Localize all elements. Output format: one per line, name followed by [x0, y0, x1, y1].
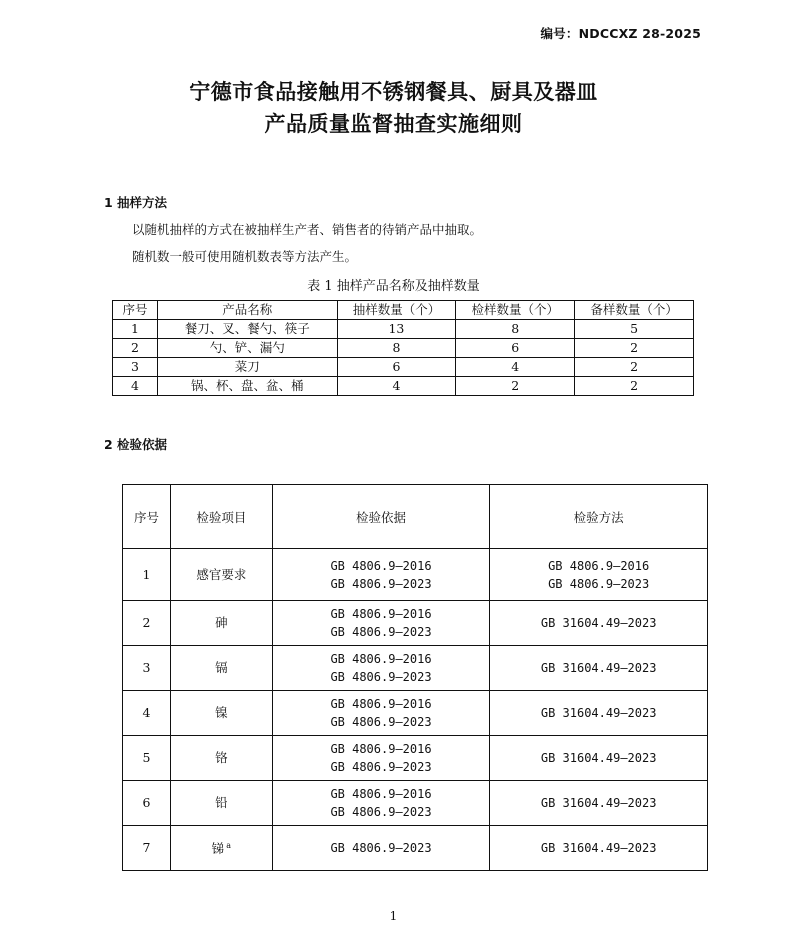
basis-standard: GB 4806.9—2016 — [330, 697, 432, 711]
cell-no: 2 — [123, 601, 171, 646]
cell-no: 3 — [123, 646, 171, 691]
inspection-basis-table — [122, 484, 708, 871]
cell-method — [490, 549, 708, 601]
item-name: 铬 — [215, 750, 228, 765]
basis-standard: GB 4806.9—2023 — [330, 670, 432, 684]
basis-standard: GB 4806.9—2023 — [330, 715, 432, 729]
table-row — [123, 549, 708, 601]
header-cell-no: 序号 — [123, 485, 171, 549]
cell-no: 1 — [123, 549, 171, 601]
header-cell-basis: 检验依据 — [272, 485, 490, 549]
cell-method — [490, 736, 708, 781]
table-header-row — [113, 301, 694, 320]
cell-method — [490, 601, 708, 646]
cell-no: 1 — [113, 320, 158, 339]
table-1-caption: 表 1 抽样产品名称及抽样数量 — [307, 279, 480, 294]
header-cell-reserve-qty: 备样数量（个） — [575, 301, 694, 320]
header-cell-product: 产品名称 — [157, 301, 337, 320]
section-1-paragraph-1: 以随机抽样的方式在被抽样生产者、销售者的待销产品中抽取。 — [132, 222, 483, 237]
cell-product: 餐刀、叉、餐勺、筷子 — [157, 320, 337, 339]
cell-test-qty: 4 — [456, 358, 575, 377]
method-standard: GB 31604.49—2023 — [540, 661, 657, 675]
cell-no: 6 — [123, 781, 171, 826]
cell-product: 菜刀 — [157, 358, 337, 377]
cell-sample-qty: 13 — [337, 320, 456, 339]
cell-basis — [272, 781, 490, 826]
cell-item — [170, 646, 272, 691]
cell-item — [170, 549, 272, 601]
cell-no: 7 — [123, 826, 171, 871]
cell-item — [170, 601, 272, 646]
header-cell-test-qty: 检样数量（个） — [456, 301, 575, 320]
method-standard: GB 31604.49—2023 — [540, 616, 657, 630]
method-standard: GB 31604.49—2023 — [540, 706, 657, 720]
table-row — [123, 826, 708, 871]
cell-no: 4 — [123, 691, 171, 736]
header-cell-item: 检验项目 — [170, 485, 272, 549]
method-standard: GB 31604.49—2023 — [540, 796, 657, 810]
item-name: 铅 — [215, 795, 228, 810]
cell-sample-qty: 4 — [337, 377, 456, 396]
section-2-heading: 2 检验依据 — [104, 437, 168, 452]
cell-no: 4 — [113, 377, 158, 396]
cell-basis — [272, 646, 490, 691]
cell-no: 5 — [123, 736, 171, 781]
cell-method — [490, 826, 708, 871]
header-cell-no: 序号 — [113, 301, 158, 320]
cell-no: 2 — [113, 339, 158, 358]
table-row — [123, 601, 708, 646]
item-name: 锑 — [211, 841, 225, 857]
cell-test-qty: 2 — [456, 377, 575, 396]
basis-standard: GB 4806.9—2023 — [330, 625, 432, 639]
item-name: 镉 — [215, 660, 228, 675]
document-title-line-2: 产品质量监督抽查实施细则 — [264, 111, 523, 136]
cell-product: 勺、铲、漏勺 — [157, 339, 337, 358]
cell-item — [170, 691, 272, 736]
cell-basis — [272, 549, 490, 601]
cell-product: 锅、杯、盘、盆、桶 — [157, 377, 337, 396]
table-row — [123, 646, 708, 691]
cell-method — [490, 781, 708, 826]
basis-standard: GB 4806.9—2016 — [330, 607, 432, 621]
basis-standard: GB 4806.9—2016 — [330, 652, 432, 666]
cell-basis — [272, 826, 490, 871]
sampling-quantity-table — [112, 300, 694, 396]
basis-standard: GB 4806.9—2016 — [330, 787, 432, 801]
header-cell-method: 检验方法 — [490, 485, 708, 549]
item-name: 感官要求 — [196, 566, 247, 582]
cell-method — [490, 646, 708, 691]
table-row — [113, 358, 694, 377]
document-number: 编号：NDCCXZ 28-2025 — [540, 26, 701, 41]
document-title-line-1: 宁德市食品接触用不锈钢餐具、厨具及器皿 — [189, 79, 598, 104]
cell-item — [170, 781, 272, 826]
cell-no: 3 — [113, 358, 158, 377]
header-cell-sample-qty: 抽样数量（个） — [337, 301, 456, 320]
page-number: 1 — [389, 909, 398, 923]
method-standard: GB 4806.9—2023 — [548, 576, 650, 591]
table-row — [113, 377, 694, 396]
cell-reserve-qty: 2 — [575, 358, 694, 377]
cell-item — [170, 736, 272, 781]
cell-reserve-qty: 5 — [575, 320, 694, 339]
basis-standard: GB 4806.9—2016 — [330, 742, 432, 756]
method-standard: GB 31604.49—2023 — [540, 841, 657, 855]
basis-standard: GB 4806.9—2023 — [330, 760, 432, 774]
table-row — [113, 320, 694, 339]
table-row — [123, 736, 708, 781]
cell-method — [490, 691, 708, 736]
section-1-heading: 1 抽样方法 — [104, 195, 168, 210]
cell-basis — [272, 601, 490, 646]
basis-standard: GB 4806.9—2016 — [330, 558, 432, 573]
section-1-paragraph-2: 随机数一般可使用随机数表等方法产生。 — [132, 249, 358, 264]
cell-sample-qty: 6 — [337, 358, 456, 377]
footnote-marker: a — [226, 841, 231, 851]
cell-item — [170, 826, 272, 871]
method-standard: GB 4806.9—2016 — [548, 558, 650, 573]
table-header-row — [123, 485, 708, 549]
basis-standard: GB 4806.9—2023 — [330, 805, 432, 819]
cell-test-qty: 6 — [456, 339, 575, 358]
table-row — [123, 781, 708, 826]
table-row — [123, 691, 708, 736]
cell-basis — [272, 736, 490, 781]
cell-reserve-qty: 2 — [575, 377, 694, 396]
item-name: 镍 — [215, 705, 228, 720]
cell-test-qty: 8 — [456, 320, 575, 339]
cell-sample-qty: 8 — [337, 339, 456, 358]
cell-basis — [272, 691, 490, 736]
item-name: 砷 — [215, 615, 228, 630]
table-row — [113, 339, 694, 358]
method-standard: GB 31604.49—2023 — [540, 751, 657, 765]
basis-standard: GB 4806.9—2023 — [330, 841, 432, 855]
cell-reserve-qty: 2 — [575, 339, 694, 358]
basis-standard: GB 4806.9—2023 — [330, 576, 432, 591]
